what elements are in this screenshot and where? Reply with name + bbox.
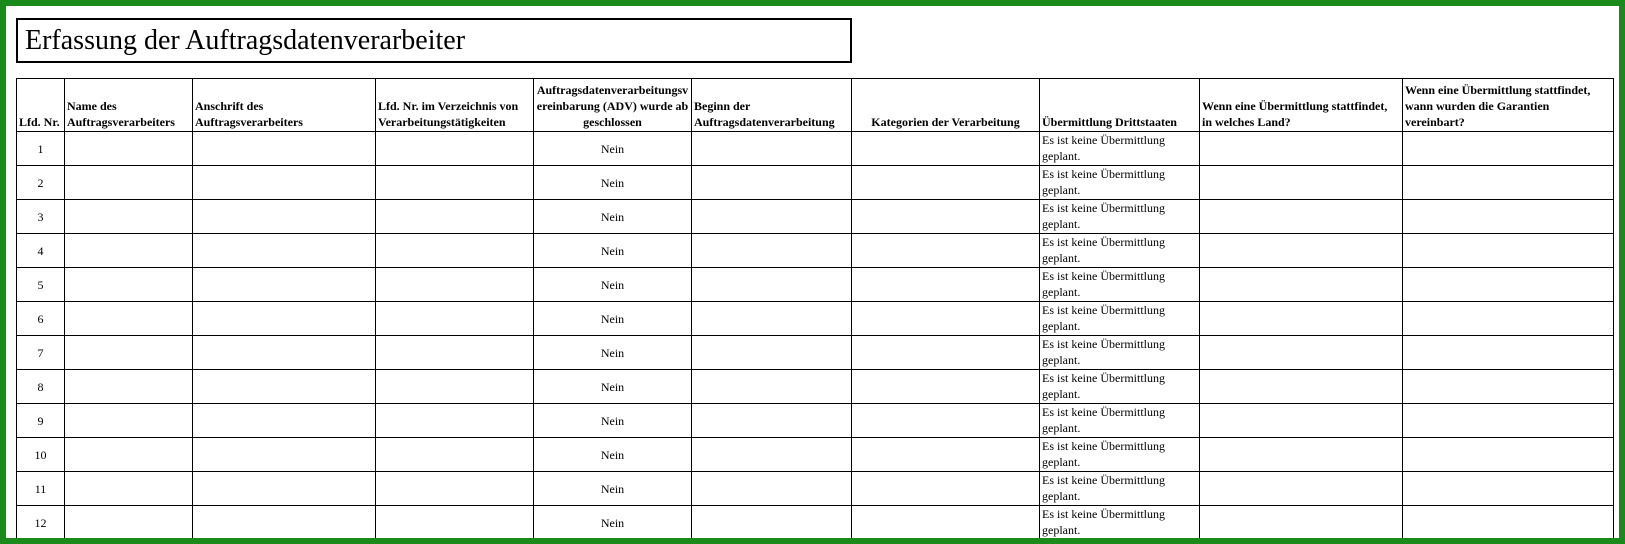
cell-verzeichnis-nr[interactable] [376,132,534,166]
cell-lfd-nr[interactable]: 9 [17,404,65,438]
cell-name[interactable] [65,166,193,200]
cell-garantien[interactable] [1403,268,1614,302]
cell-name[interactable] [65,234,193,268]
cell-name[interactable] [65,438,193,472]
cell-anschrift[interactable] [193,302,376,336]
cell-garantien[interactable] [1403,404,1614,438]
cell-lfd-nr[interactable]: 7 [17,336,65,370]
header-anschrift: Anschrift des Auftragsverarbeiters [193,79,376,132]
table-row [17,370,1614,404]
cell-land[interactable] [1200,370,1403,404]
header-name: Name des Auftragsverarbeiters [65,79,193,132]
cell-drittstaaten[interactable]: Es ist keine Übermittlung geplant. [1040,404,1200,438]
cell-lfd-nr[interactable]: 3 [17,200,65,234]
cell-anschrift[interactable] [193,200,376,234]
table-row [17,506,1614,540]
cell-garantien[interactable] [1403,302,1614,336]
cell-name[interactable] [65,472,193,506]
cell-anschrift[interactable] [193,234,376,268]
cell-lfd-nr[interactable]: 2 [17,166,65,200]
cell-land[interactable] [1200,404,1403,438]
cell-lfd-nr[interactable]: 6 [17,302,65,336]
cell-land[interactable] [1200,506,1403,540]
cell-verzeichnis-nr[interactable] [376,200,534,234]
cell-adv[interactable]: Nein [534,234,692,268]
cell-verzeichnis-nr[interactable] [376,268,534,302]
cell-beginn[interactable] [692,268,852,302]
cell-drittstaaten[interactable]: Es ist keine Übermittlung geplant. [1040,370,1200,404]
cell-kategorien[interactable] [852,268,1040,302]
cell-adv[interactable]: Nein [534,370,692,404]
cell-land[interactable] [1200,302,1403,336]
cell-kategorien[interactable] [852,302,1040,336]
table-row [17,438,1614,472]
cell-beginn[interactable] [692,370,852,404]
cell-verzeichnis-nr[interactable] [376,302,534,336]
cell-beginn[interactable] [692,472,852,506]
cell-name[interactable] [65,370,193,404]
cell-garantien[interactable] [1403,234,1614,268]
cell-land[interactable] [1200,166,1403,200]
cell-verzeichnis-nr[interactable] [376,336,534,370]
cell-land[interactable] [1200,268,1403,302]
cell-verzeichnis-nr[interactable] [376,370,534,404]
cell-kategorien[interactable] [852,438,1040,472]
cell-name[interactable] [65,132,193,166]
cell-name[interactable] [65,200,193,234]
table-row [17,302,1614,336]
cell-beginn[interactable] [692,438,852,472]
header-row [17,79,1614,132]
cell-anschrift[interactable] [193,166,376,200]
cell-adv[interactable]: Nein [534,472,692,506]
cell-kategorien[interactable] [852,404,1040,438]
table-row [17,132,1614,166]
cell-anschrift[interactable] [193,472,376,506]
header-adv: Auftragsdatenverarbeitungsvereinbarung (ADV) wurde abgeschlossen [534,79,692,132]
cell-kategorien[interactable] [852,370,1040,404]
cell-lfd-nr[interactable]: 12 [17,506,65,540]
cell-kategorien[interactable] [852,336,1040,370]
cell-beginn[interactable] [692,302,852,336]
cell-beginn[interactable] [692,506,852,540]
cell-lfd-nr[interactable]: 11 [17,472,65,506]
cell-kategorien[interactable] [852,506,1040,540]
cell-lfd-nr[interactable]: 5 [17,268,65,302]
cell-adv[interactable]: Nein [534,200,692,234]
cell-drittstaaten[interactable]: Es ist keine Übermittlung geplant. [1040,438,1200,472]
cell-land[interactable] [1200,438,1403,472]
cell-kategorien[interactable] [852,132,1040,166]
header-kategorien: Kategorien der Verarbeitung [852,79,1040,132]
cell-garantien[interactable] [1403,132,1614,166]
cell-adv[interactable]: Nein [534,302,692,336]
table-row [17,234,1614,268]
cell-land[interactable] [1200,132,1403,166]
cell-drittstaaten[interactable]: Es ist keine Übermittlung geplant. [1040,234,1200,268]
cell-beginn[interactable] [692,200,852,234]
cell-drittstaaten[interactable]: Es ist keine Übermittlung geplant. [1040,506,1200,540]
cell-verzeichnis-nr[interactable] [376,506,534,540]
cell-garantien[interactable] [1403,370,1614,404]
cell-lfd-nr[interactable]: 4 [17,234,65,268]
cell-verzeichnis-nr[interactable] [376,234,534,268]
cell-land[interactable] [1200,336,1403,370]
cell-land[interactable] [1200,234,1403,268]
cell-kategorien[interactable] [852,234,1040,268]
cell-anschrift[interactable] [193,336,376,370]
cell-anschrift[interactable] [193,268,376,302]
table-body [17,132,1614,540]
cell-kategorien[interactable] [852,166,1040,200]
cell-anschrift[interactable] [193,404,376,438]
cell-verzeichnis-nr[interactable] [376,404,534,438]
cell-beginn[interactable] [692,404,852,438]
cell-kategorien[interactable] [852,200,1040,234]
header-beginn: Beginn der Auftragsdatenverarbeitung [692,79,852,132]
table-row [17,268,1614,302]
cell-garantien[interactable] [1403,200,1614,234]
header-land: Wenn eine Übermittlung stattfindet, in welches Land? [1200,79,1403,132]
cell-drittstaaten[interactable]: Es ist keine Übermittlung geplant. [1040,166,1200,200]
cell-anschrift[interactable] [193,370,376,404]
cell-verzeichnis-nr[interactable] [376,166,534,200]
cell-garantien[interactable] [1403,506,1614,540]
table-row [17,472,1614,506]
cell-land[interactable] [1200,472,1403,506]
cell-beginn[interactable] [692,132,852,166]
cell-adv[interactable]: Nein [534,438,692,472]
cell-drittstaaten[interactable]: Es ist keine Übermittlung geplant. [1040,302,1200,336]
cell-garantien[interactable] [1403,166,1614,200]
cell-lfd-nr[interactable]: 10 [17,438,65,472]
cell-garantien[interactable] [1403,438,1614,472]
cell-drittstaaten[interactable]: Es ist keine Übermittlung geplant. [1040,472,1200,506]
cell-name[interactable] [65,404,193,438]
cell-drittstaaten[interactable]: Es ist keine Übermittlung geplant. [1040,200,1200,234]
table-row [17,200,1614,234]
cell-kategorien[interactable] [852,472,1040,506]
cell-name[interactable] [65,336,193,370]
cell-name[interactable] [65,302,193,336]
cell-adv[interactable]: Nein [534,132,692,166]
data-table [16,78,1614,540]
cell-anschrift[interactable] [193,438,376,472]
cell-adv[interactable]: Nein [534,506,692,540]
cell-lfd-nr[interactable]: 8 [17,370,65,404]
cell-name[interactable] [65,506,193,540]
cell-name[interactable] [65,268,193,302]
cell-adv[interactable]: Nein [534,336,692,370]
cell-beginn[interactable] [692,166,852,200]
table-row [17,166,1614,200]
cell-anschrift[interactable] [193,132,376,166]
cell-verzeichnis-nr[interactable] [376,472,534,506]
cell-drittstaaten[interactable]: Es ist keine Übermittlung geplant. [1040,132,1200,166]
cell-drittstaaten[interactable]: Es ist keine Übermittlung geplant. [1040,336,1200,370]
header-drittstaaten: Übermittlung Drittstaaten [1040,79,1200,132]
page-title: Erfassung der Auftragsdatenverarbeiter [16,18,852,63]
cell-verzeichnis-nr[interactable] [376,438,534,472]
cell-lfd-nr[interactable]: 1 [17,132,65,166]
cell-garantien[interactable] [1403,336,1614,370]
cell-adv[interactable]: Nein [534,404,692,438]
cell-drittstaaten[interactable]: Es ist keine Übermittlung geplant. [1040,268,1200,302]
cell-land[interactable] [1200,200,1403,234]
cell-garantien[interactable] [1403,472,1614,506]
cell-adv[interactable]: Nein [534,166,692,200]
cell-anschrift[interactable] [193,506,376,540]
header-garantien: Wenn eine Übermittlung stattfindet, wann wurden die Garantien vereinbart? [1403,79,1614,132]
table-row [17,404,1614,438]
header-lfd-nr: Lfd. Nr. [17,79,65,132]
cell-beginn[interactable] [692,336,852,370]
header-verzeichnis-nr: Lfd. Nr. im Verzeichnis von Verarbeitungstätigkeiten [376,79,534,132]
cell-adv[interactable]: Nein [534,268,692,302]
cell-beginn[interactable] [692,234,852,268]
table-row [17,336,1614,370]
